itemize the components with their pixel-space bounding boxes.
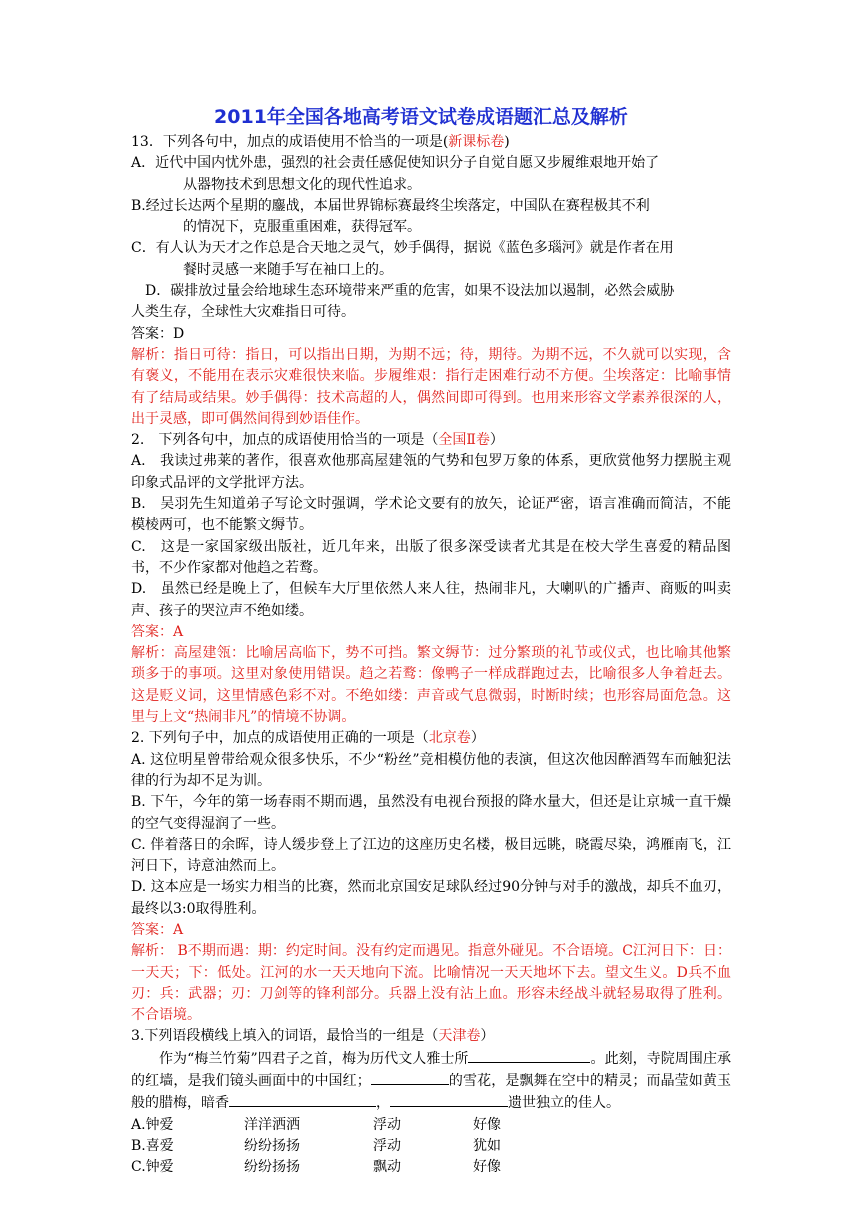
- option-word: 纷纷扬扬: [244, 1159, 300, 1176]
- document-page: [131, 104, 731, 1179]
- option-word: 浮动: [373, 1116, 401, 1133]
- option-row: [131, 1157, 731, 1178]
- question-stem: [131, 1026, 731, 1047]
- document-title: 2011年全国各地高考语文试卷成语题汇总及解析: [214, 106, 628, 128]
- option-word: 洋洋洒洒: [244, 1116, 300, 1133]
- question-stem: [131, 728, 731, 749]
- option-word: 犹如: [473, 1137, 501, 1154]
- source-label: 新课标卷: [448, 134, 505, 150]
- option-a-line2: 从器物技术到思想文化的现代性追求。: [183, 176, 421, 193]
- stem-close: ): [504, 134, 510, 150]
- passage: [131, 1048, 731, 1115]
- blank-2: [371, 1070, 449, 1085]
- option-b: B. 下午，今年的第一场春雨不期而遇，虽然没有电视台预报的降水量大，但还是让京城一直干燥的空气变得湿润了一些。: [131, 794, 731, 832]
- stem-close: ）: [470, 730, 485, 747]
- option-d-line2: 人类生存，全球性大灾难指日可待。: [131, 304, 355, 321]
- option-c-line2: 餐时灵感一来随手写在袖口上的。: [183, 261, 393, 278]
- option-row: [131, 1136, 731, 1157]
- passage-text: 的雪花，是飘舞在空中的精灵；: [448, 1073, 647, 1090]
- option-row: [131, 1115, 731, 1136]
- source-label: 全国Ⅱ卷: [438, 432, 490, 449]
- option-c: C. 伴着落日的余晖，诗人缓步登上了江边的这座历史名楼，极目远眺，晓霞尽染，鸿雁南飞，江河日下，诗意油然而上。: [131, 836, 731, 875]
- stem-close: ）: [480, 1028, 495, 1045]
- option-a-line1: A．近代中国内忧外患，强烈的社会责任感促使知识分子自觉自愿又步履维艰地开始了: [131, 155, 660, 172]
- option-word: 纷纷扬扬: [244, 1137, 300, 1154]
- source-label: 天津卷: [438, 1028, 481, 1045]
- question-stem: [131, 430, 731, 451]
- passage-text: 。此刻，寺院: [590, 1050, 675, 1067]
- option-label: C.钟爱: [131, 1159, 174, 1176]
- passage-text: ，: [376, 1095, 390, 1112]
- answer: 答案：D: [131, 325, 185, 342]
- blank-1: [468, 1048, 590, 1063]
- stem-text: 3.下列语段横线上填入的词语，最恰当的一组是（: [131, 1028, 439, 1045]
- question-3: [131, 728, 731, 1026]
- option-a: A. 我读过弗莱的著作，很喜欢他那高屋建瓴的气势和包罗万象的体系，更欣赏他努力摆脱主观印象式品评的文学批评方法。: [131, 453, 731, 491]
- source-label: 北京卷: [428, 730, 471, 747]
- passage-text: 而晶莹如黄玉般的腊梅，暗香: [131, 1073, 732, 1112]
- blank-4: [390, 1092, 508, 1107]
- passage-text: 遗世独立的佳人。: [508, 1095, 620, 1112]
- question-2: [131, 430, 731, 728]
- stem-text: 2. 下列句子中，加点的成语使用正确的一项是（: [131, 730, 429, 747]
- option-word: 飘动: [373, 1159, 401, 1176]
- option-b-line1: B.经过长达两个星期的鏖战，本届世界锦标赛最终尘埃落定，中国队在赛程极其不利: [131, 197, 650, 214]
- answer: 答案：A: [131, 623, 184, 640]
- option-label: A.钟爱: [131, 1116, 174, 1133]
- passage-text: 作为“梅兰竹菊”四君子之首，梅为历代文人雅士所: [159, 1050, 469, 1067]
- option-word: 浮动: [373, 1137, 401, 1154]
- stem-text: 2. 下列各句中，加点的成语使用恰当的一项是（: [131, 432, 439, 449]
- option-d: D. 这本应是一场实力相当的比赛，然而北京国安足球队经过90分钟与对手的激战，却兵不血刃，最终以3:0取得胜利。: [131, 879, 731, 917]
- option-word: 好像: [473, 1159, 501, 1176]
- question-stem: [131, 132, 731, 153]
- stem-text: 13．下列各句中，加点的成语使用不恰当的一项是(: [131, 134, 449, 150]
- option-d-line1: D．碳排放过量会给地球生态环境带来严重的危害，如果不设法加以遏制，必然会威胁: [145, 283, 675, 300]
- question-4: [131, 1026, 731, 1178]
- blank-3: [229, 1092, 376, 1107]
- option-b: B. 吴羽先生知道弟子写论文时强调，学术论文要有的放矢，论证严密，语言准确而简洁，不能模棱两可，也不能繁文缛节。: [131, 496, 731, 534]
- option-a: A. 这位明星曾带给观众很多快乐，不少“粉丝”竞相模仿他的表演，但这次他因醉酒驾车而触犯法律的行为却不足为训。: [131, 751, 731, 789]
- option-c: C. 这是一家国家级出版社，近几年来，出版了很多深受读者尤其是在校大学生喜爱的精品图书，不少作家都对他趋之若鹜。: [131, 538, 731, 576]
- option-label: B.喜爱: [131, 1137, 174, 1154]
- answer: 答案：A: [131, 921, 184, 938]
- analysis: 解析：指日可待：指日，可以指出日期，为期不远；待，期待。为期不远，不久就可以实现，含有褒义，不能用在表示灾难很快来临。步履维艰：指行走困难行动不方便。尘埃落定：比喻事情有了结局或结果。妙手偶得：技术高超的人，偶然间即可得到。也用来形容文学素养很深的人，出于灵感，即可偶然间得到妙语佳作。: [131, 346, 731, 427]
- stem-close: ）: [489, 432, 504, 449]
- analysis: 解析：高屋建瓴：比喻居高临下，势不可挡。繁文缛节：过分繁琐的礼节或仪式，也比喻其他繁琐多于的事项。这里对象使用错误。趋之若鹜：像鸭子一样成群跑过去，比喻很多人争着赶去。这是贬义词，这里情感色彩不对。不绝如缕：声音或气息微弱，时断时续；也形容局面危急。这里与上文“热闹非凡”的情境不协调。: [131, 645, 731, 726]
- option-b-line2: 的情况下，克服重重困难，获得冠军。: [183, 219, 421, 236]
- passage-text: 周围庄承的红墙，是我们镜头画面中的中国红；: [131, 1050, 731, 1090]
- option-c-line1: C．有人认为天才之作总是合天地之灵气，妙手偶得，据说《蓝色多瑙河》就是作者在用: [131, 240, 674, 257]
- option-d: D. 虽然已经是晚上了，但候车大厅里依然人来人往，热闹非凡，大喇叭的广播声、商贩的叫卖声、孩子的哭泣声不绝如缕。: [131, 581, 731, 619]
- analysis: 解析： B不期而遇：期：约定时间。没有约定而遇见。指意外碰见。不合语境。C江河日下：日：一天天；下：低处。江河的水一天天地向下流。比喻情况一天天地坏下去。望文生义。D兵不血刃：兵：武器；刃：刀剑等的锋利部分。兵器上没有沾上血。形容未经战斗就轻易取得了胜利。不合语境。: [131, 943, 731, 1024]
- question-1: [131, 132, 731, 430]
- option-word: 好像: [473, 1116, 501, 1133]
